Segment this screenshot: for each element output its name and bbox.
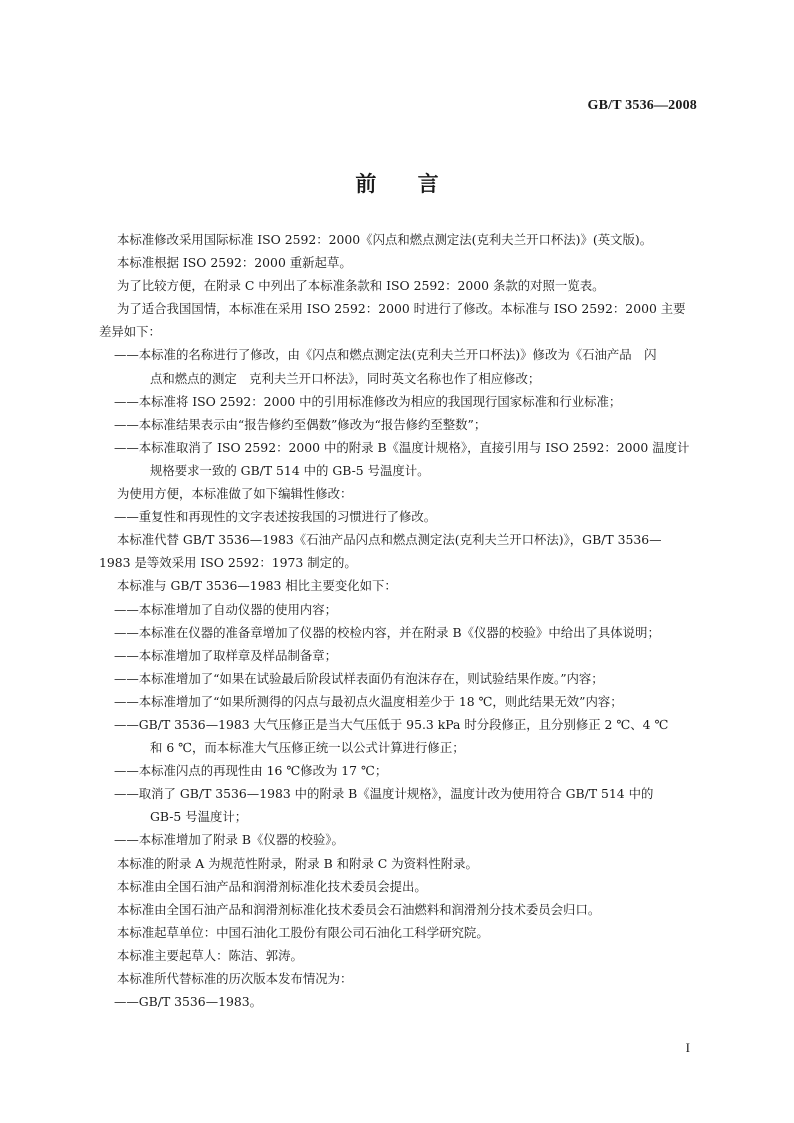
paragraph-line: 本标准代替 GB/T 3536—1983《石油产品闪点和燃点测定法(克利夫兰开口杯法)》，GB/T 3536— — [117, 532, 662, 548]
list-item-line: ——本标准闪点的再现性由 16 ℃修改为 17 ℃； — [114, 763, 388, 779]
paragraph-line: 本标准起草单位：中国石油化工股份有限公司石油化工科学研究院。 — [117, 924, 489, 940]
list-item-line: ——本标准增加了“如果在试验最后阶段试样表面仍有泡沫存在，则试验结果作废。”内容； — [114, 670, 604, 686]
paragraph-line: 本标准的附录 A 为规范性附录，附录 B 和附录 C 为资料性附录。 — [117, 855, 478, 871]
paragraph-line: 本标准由全国石油产品和润滑剂标准化技术委员会石油燃料和润滑剂分技术委员会归口。 — [117, 901, 601, 917]
list-item-line: GB-5 号温度计； — [150, 809, 248, 825]
foreword-body — [99, 228, 707, 1013]
list-item-line: ——本标准在仪器的准备章增加了仪器的校检内容，并在附录 B《仪器的校验》中给出了具体说明； — [114, 624, 660, 640]
paragraph-line: 为了比较方便，在附录 C 中列出了本标准条款和 ISO 2592：2000 条款的对照一览表。 — [117, 278, 605, 294]
list-item-line: ——本标准结果表示由“报告修约至偶数”修改为“报告修约至整数”； — [114, 416, 487, 432]
list-item-line: ——本标准增加了取样章及样品制备章； — [114, 647, 338, 663]
paragraph-line: 本标准主要起草人：陈洁、郭涛。 — [117, 947, 303, 963]
list-item-line: ——本标准增加了自动仪器的使用内容； — [114, 601, 338, 617]
paragraph-line: 为了适合我国国情，本标准在采用 ISO 2592：2000 时进行了修改。本标准与 ISO 2592：2000 主要 — [117, 301, 686, 317]
paragraph-line: 本标准与 GB/T 3536—1983 相比主要变化如下： — [117, 578, 397, 594]
list-item-line: ——GB/T 3536—1983。 — [114, 994, 263, 1010]
page-number: I — [685, 1040, 690, 1055]
list-item-line: ——重复性和再现性的文字表述按我国的习惯进行了修改。 — [114, 509, 437, 525]
list-item-line: ——本标准的名称进行了修改，由《闪点和燃点测定法(克利夫兰开口杯法)》修改为《石油产品 闪 — [114, 347, 657, 363]
paragraph-line: 本标准修改采用国际标准 ISO 2592：2000《闪点和燃点测定法(克利夫兰开口杯法)》(英文版)。 — [117, 232, 653, 247]
list-item-line: ——本标准取消了 ISO 2592：2000 中的附录 B《温度计规格》，直接引用与 ISO 2592：2000 温度计 — [114, 439, 690, 455]
paragraph-line: 本标准所代替标准的历次版本发布情况为： — [117, 971, 353, 986]
list-item-line: ——GB/T 3536—1983 大气压修正是当大气压低于 95.3 kPa 时分段修正，且分别修正 2 ℃、4 ℃ — [114, 716, 669, 732]
list-item-line: ——取消了 GB/T 3536—1983 中的附录 B《温度计规格》，温度计改为使用符合 GB/T 514 中的 — [114, 786, 654, 802]
paragraph-line: 为使用方便，本标准做了如下编辑性修改： — [117, 486, 353, 502]
list-item-line: 和 6 ℃，而本标准大气压修正统一以公式计算进行修正； — [150, 740, 465, 756]
paragraph-line: 本标准由全国石油产品和润滑剂标准化技术委员会提出。 — [117, 878, 427, 894]
list-item-line: ——本标准增加了“如果所测得的闪点与最初点火温度相差少于 18 ℃，则此结果无效”内容； — [114, 693, 623, 709]
page-title: 前 言 — [355, 172, 439, 196]
paragraph-line: 1983 是等效采用 ISO 2592：1973 制定的。 — [99, 555, 357, 571]
list-item-line: ——本标准将 ISO 2592：2000 中的引用标准修改为相应的我国现行国家标准和行业标准； — [114, 393, 622, 409]
list-item-line: 规格要求一致的 GB/T 514 中的 GB-5 号温度计。 — [150, 462, 430, 478]
paragraph-line: 本标准根据 ISO 2592：2000 重新起草。 — [117, 255, 352, 271]
paragraph-line: 差异如下： — [99, 324, 161, 340]
standard-code: GB/T 3536—2008 — [587, 98, 697, 113]
list-item-line: 点和燃点的测定 克利夫兰开口杯法》，同时英文名称也作了相应修改； — [150, 370, 541, 386]
list-item-line: ——本标准增加了附录 B《仪器的校验》。 — [114, 832, 344, 848]
